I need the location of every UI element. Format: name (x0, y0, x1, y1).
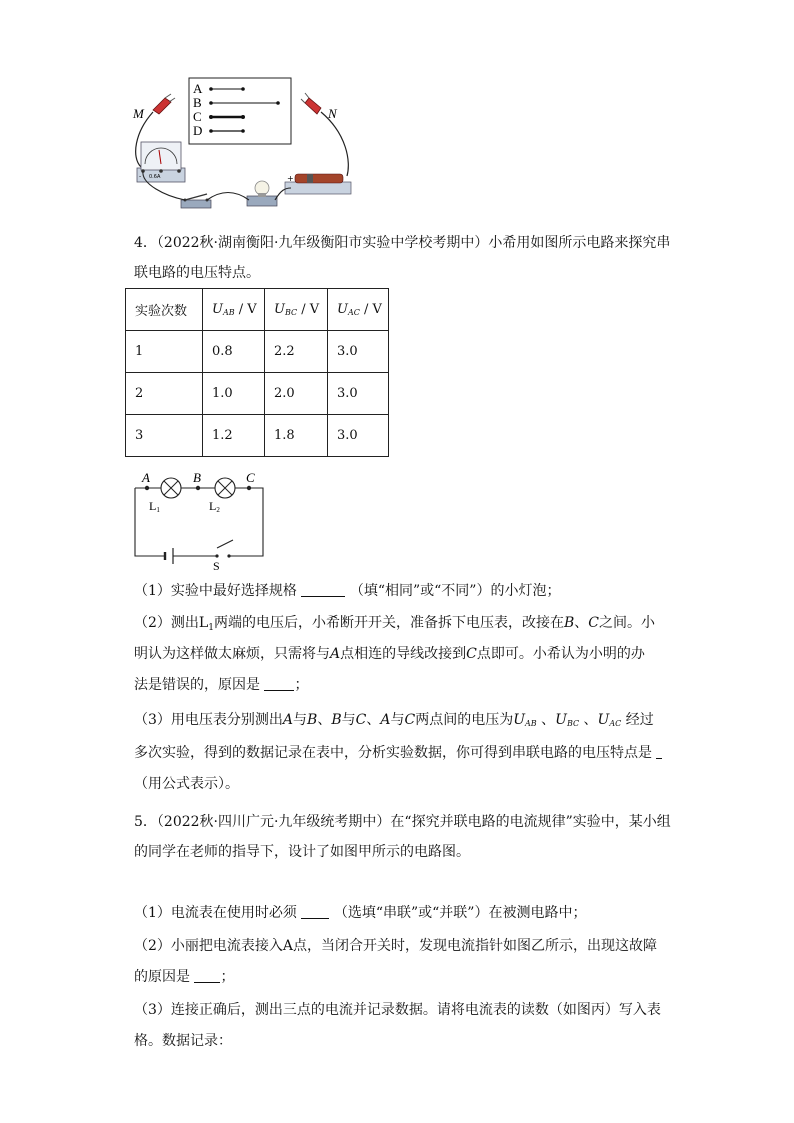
q4-sub1: （1）实验中最好选择规格 （填“相同”或“不同”）的小灯泡； (134, 583, 561, 599)
table-cell: 3.0 (328, 373, 389, 415)
q4-header-line2: 联电路的电压特点。 (134, 265, 260, 281)
point-c-label: C (246, 470, 255, 485)
q4-sub3-line1: （3）用电压表分别测出A与B、B与C、A与C两点间的电压为$U_{AB}$ 、$U_{BC}$ 、$U_{AC}$ 经过 (134, 712, 654, 728)
q4-sub3-line2: 多次实验，得到的数据记录在表中，分析实验数据，你可得到串联电路的电压特点是 (134, 744, 662, 762)
table-cell: 0.8 (203, 331, 265, 373)
svg-text:+: + (287, 174, 294, 183)
lamp-l1-icon (161, 478, 181, 498)
q4-sub2-line1: （2）测出$L_1$两端的电压后，小希断开开关，准备拆下电压表，改接在B、C之间。小 (134, 615, 655, 633)
lamp-l2-label: L2 (209, 499, 220, 514)
answer-blank[interactable] (301, 582, 345, 597)
table-cell: 2 (126, 373, 203, 415)
table-row (126, 331, 389, 373)
q5-sub2-line2: 的原因是 ； (134, 969, 235, 985)
table-cell: 3.0 (328, 415, 389, 457)
header-uac: $U_{AC}$ / V (328, 289, 389, 331)
answer-blank[interactable] (656, 744, 662, 759)
table-cell: 1.8 (265, 415, 328, 457)
q5-sub1: （1）电流表在使用时必须 （选填“串联”或“并联”）在被测电路中； (134, 905, 587, 921)
answer-blank[interactable] (301, 904, 329, 919)
svg-text:0.6A: 0.6A (149, 174, 161, 180)
header-ubc: $U_{BC}$ / V (265, 289, 328, 331)
table-cell: 3 (126, 415, 203, 457)
svg-text:-: - (139, 173, 142, 180)
switch-label: S (213, 559, 220, 572)
q4-sub2-line2: 明认为这样做太麻烦，只需将与A点相连的导线改接到C点即可。小希认为小明的办 (134, 646, 645, 662)
q4-sub3-line3: （用公式表示）。 (134, 776, 239, 792)
q5-sub3-line2: 格。数据记录： (134, 1033, 232, 1049)
answer-blank[interactable] (264, 676, 294, 691)
lamp-l1-label: L1 (149, 499, 160, 514)
header-trial: 实验次数 (126, 289, 203, 331)
table-cell: 1.0 (203, 373, 265, 415)
q4-sub2-line3: 法是错误的，原因是 ； (134, 677, 309, 693)
wire-experiment-figure (125, 72, 365, 217)
table-row (126, 415, 389, 457)
table-cell: 3.0 (328, 331, 389, 373)
q5-sub3-line1: （3）连接正确后，测出三点的电流并记录数据。请将电流表的读数（如图丙）写入表 (134, 1002, 661, 1018)
wire-label-c: C (193, 109, 202, 124)
header-uab: $U_{AB}$ / V (203, 289, 265, 331)
label-m: M (133, 106, 144, 121)
table-cell: 1 (126, 331, 203, 373)
q5-header: 5．（2022秋·四川广元·九年级统考期中）在“探究并联电路的电流规律”实验中，某小组 (134, 814, 671, 830)
answer-blank[interactable] (194, 968, 220, 983)
table-cell: 1.2 (203, 415, 265, 457)
q5-header-line2: 的同学在老师的指导下，设计了如图甲所示的电路图。 (134, 844, 470, 860)
table-cell: 2.0 (265, 373, 328, 415)
label-n: N (328, 106, 337, 121)
table-header-row (126, 289, 389, 331)
q5-sub2-line1: （2）小丽把电流表接入A点，当闭合开关时，发现电流指针如图乙所示，出现这故障 (134, 938, 658, 954)
q4-header: 4．（2022秋·湖南衡阳·九年级衡阳市实验中学校考期中）小希用如图所示电路来探究串 (134, 235, 671, 251)
wire-label-d: D (193, 123, 203, 138)
series-circuit-diagram (125, 466, 275, 572)
wire-label-b: B (193, 95, 202, 110)
lamp-l2-icon (215, 478, 235, 498)
point-a-label: A (142, 470, 150, 485)
point-b-label: B (193, 470, 201, 485)
table-cell: 2.2 (265, 331, 328, 373)
wire-label-a: A (193, 81, 203, 96)
table-row (126, 373, 389, 415)
voltage-data-table (125, 288, 389, 457)
